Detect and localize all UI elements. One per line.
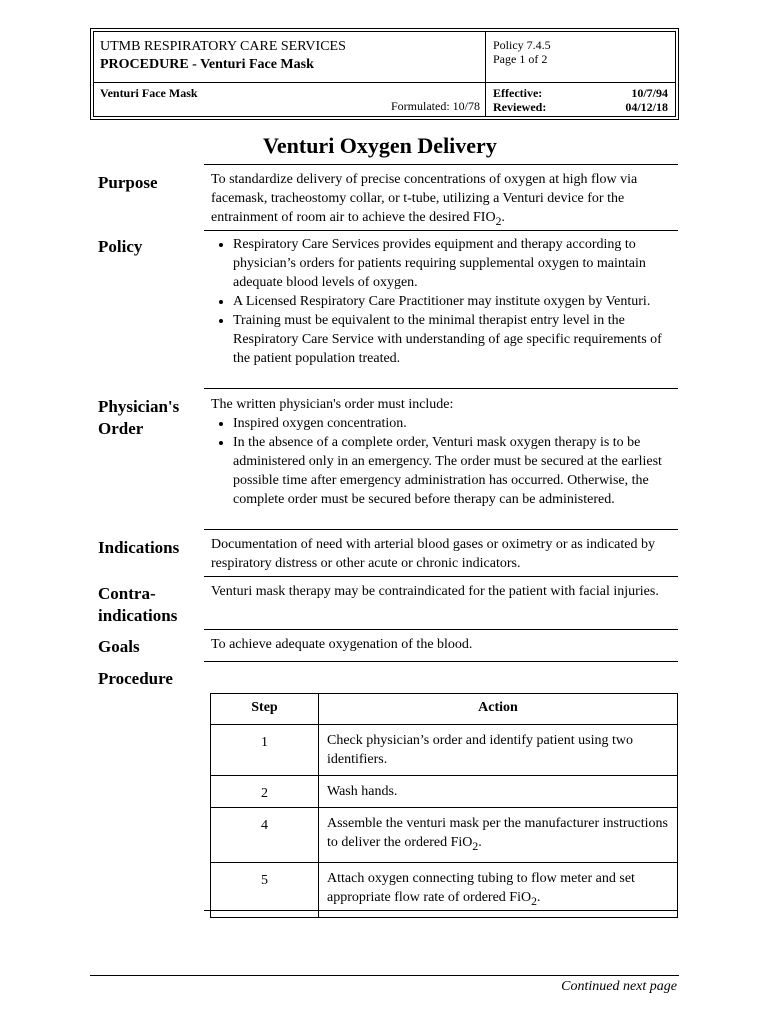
section-divider bbox=[204, 910, 678, 911]
table-row bbox=[211, 808, 678, 863]
effective-date: 10/7/94 bbox=[631, 86, 668, 100]
step-action-end: . bbox=[536, 889, 541, 905]
purpose-text-main: To standardize delivery of precise concentrations of oxygen at high flow via facemask, tracheostomy collar, or t-tube, utilizing a Venturi device for the entrainment of room air to achieve the desired FIO bbox=[211, 172, 638, 225]
document-header-frame bbox=[93, 31, 676, 117]
subject: Venturi Face Mask bbox=[100, 86, 198, 100]
list-item: • Training must be equivalent to the minimal therapist entry level in the Respiratory Care Service with understanding of age specific requirements of the patient population treated. bbox=[233, 311, 673, 368]
contraindications-label-line1: Contra- bbox=[98, 584, 156, 603]
column-header-step: Step bbox=[211, 694, 319, 725]
section-divider bbox=[204, 529, 678, 530]
formulated-date: Formulated: 10/78 bbox=[391, 99, 480, 113]
step-number: 1 bbox=[211, 725, 319, 776]
reviewed-label: Reviewed: bbox=[493, 100, 547, 114]
step-number: 2 bbox=[211, 776, 319, 808]
procedure-label: Procedure bbox=[98, 669, 173, 688]
page-number: Page 1 of 2 bbox=[493, 52, 548, 66]
effective-label: Effective: bbox=[493, 86, 543, 100]
goals-text: To achieve adequate oxygenation of the blood. bbox=[211, 637, 473, 652]
policy-number: Policy 7.4.5 bbox=[493, 38, 551, 52]
physicians-order-label-line2: Order bbox=[98, 419, 144, 438]
footer-divider bbox=[90, 975, 679, 976]
step-action bbox=[319, 725, 678, 776]
header-divider-vertical bbox=[485, 32, 486, 116]
purpose-label: Purpose bbox=[98, 173, 158, 192]
header-divider-horizontal bbox=[94, 82, 675, 83]
section-divider bbox=[204, 661, 678, 662]
document-header bbox=[90, 28, 679, 120]
step-action-text: Wash hands. bbox=[327, 784, 398, 799]
step-action-text: Check physician’s order and identify patient using two identifiers. bbox=[327, 733, 633, 767]
list-item: • A Licensed Respiratory Care Practitioner may institute oxygen by Venturi. bbox=[233, 292, 673, 311]
table-header-row bbox=[211, 694, 678, 725]
contraindications-label-line2: indications bbox=[98, 606, 178, 625]
table-row bbox=[211, 725, 678, 776]
section-divider bbox=[204, 388, 678, 389]
list-item: • Inspired oxygen concentration. bbox=[233, 414, 673, 433]
step-action-subscript: 2 bbox=[531, 894, 537, 908]
physicians-order-label bbox=[98, 396, 179, 440]
list-item: • Respiratory Care Services provides equipment and therapy according to physician’s orders for patients requiring supplemental oxygen to maintain adequate blood levels of oxygen. bbox=[233, 235, 673, 292]
table-row bbox=[211, 862, 678, 917]
department-name: UTMB RESPIRATORY CARE SERVICES bbox=[100, 39, 346, 54]
indications-label: Indications bbox=[98, 538, 180, 557]
table-row bbox=[211, 776, 678, 808]
contraindications-label bbox=[98, 583, 177, 627]
purpose-text bbox=[211, 170, 673, 231]
indications-text: Documentation of need with arterial blood gases or oximetry or as indicated by respiratory distress or other acute or chronic indicators. bbox=[211, 537, 655, 571]
step-action bbox=[319, 862, 678, 917]
policy-list bbox=[211, 235, 673, 368]
section-divider bbox=[204, 164, 678, 165]
contraindications-text: Venturi mask therapy may be contraindicated for the patient with facial injuries. bbox=[211, 584, 659, 599]
step-action-end: . bbox=[478, 835, 482, 850]
section-divider bbox=[204, 629, 678, 630]
section-divider bbox=[204, 230, 678, 231]
section-divider bbox=[204, 576, 678, 577]
physicians-order-label-line1: Physician's bbox=[98, 397, 180, 416]
column-header-action: Action bbox=[319, 694, 678, 725]
reviewed-date: 04/12/18 bbox=[625, 100, 668, 114]
list-item: • In the absence of a complete order, Venturi mask oxygen therapy is to be administered only in an emergency. The order must be secured at the earliest possible time after emergency administration has occurred. Otherwise, the complete order must be secured before therapy can be administered. bbox=[233, 433, 673, 509]
purpose-text-subscript: 2 bbox=[495, 214, 502, 228]
step-action-text: Assemble the venturi mask per the manufacturer instructions to deliver the ordered FiO bbox=[327, 816, 668, 850]
procedure-table bbox=[210, 693, 678, 918]
physicians-order-text bbox=[211, 395, 673, 509]
procedure-name: PROCEDURE - Venturi Face Mask bbox=[100, 57, 314, 72]
step-action-subscript: 2 bbox=[472, 839, 479, 853]
page-title: Venturi Oxygen Delivery bbox=[263, 133, 497, 158]
policy-label: Policy bbox=[98, 237, 143, 256]
step-number: 4 bbox=[211, 808, 319, 863]
goals-label: Goals bbox=[98, 637, 140, 656]
step-action bbox=[319, 808, 678, 863]
step-number: 5 bbox=[211, 862, 319, 917]
purpose-text-end: . bbox=[501, 210, 505, 225]
physicians-order-intro: The written physician's order must include: bbox=[211, 397, 454, 412]
step-action-text: Attach oxygen connecting tubing to flow meter and set appropriate flow rate of ordered FiO bbox=[327, 870, 635, 905]
step-action bbox=[319, 776, 678, 808]
continued-next-page: Continued next page bbox=[561, 979, 677, 994]
